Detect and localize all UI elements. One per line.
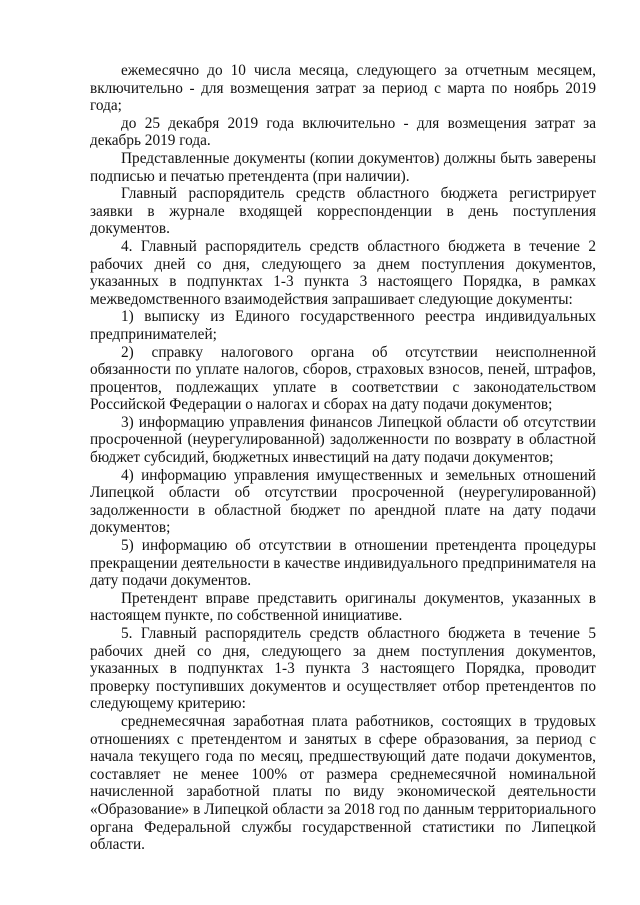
paragraph-certification: Представленные документы (копии документов) должны быть заверены подписью и печатью претендента (при наличии). <box>90 149 596 185</box>
paragraph-registration: Главный распорядитель средств областного бюджета регистрирует заявки в журнале входящей корреспонденции в день поступления документов. <box>90 185 596 238</box>
paragraph-clause-4: 4. Главный распорядитель средств областного бюджета в течение 2 рабочих дней со дня, следующего за днем поступления документов, указанных в подпунктах 1-3 пункта 3 настоящего Порядка, в рамках межведомственного взаимодействия запрашивает следующие документы: <box>90 237 596 308</box>
paragraph-criterion: среднемесячная заработная плата работников, состоящих в трудовых отношениях с претендентом и занятых в сфере образования, за период с начала текущего года по месяц, предшествующий дате подачи документов, составляет не менее 100% от размера среднемесячной номинальной начисленной заработной платы по виду экономической деятельности «Образование» в Липецкой области за 2018 год по данным территориального органа Федеральной службы государственной статистики по Липецкой области. <box>90 712 596 854</box>
paragraph-item-1: 1) выписку из Единого государственного реестра индивидуальных предпринимателей; <box>90 308 596 343</box>
paragraph-submission-december: до 25 декабря 2019 года включительно - для возмещения затрат за декабрь 2019 года. <box>90 114 596 150</box>
paragraph-item-5: 5) информацию об отсутствии в отношении претендента процедуры прекращении деятельности в качестве индивидуального предпринимателя на дату подачи документов. <box>90 537 596 590</box>
paragraph-submission-monthly: ежемесячно до 10 числа месяца, следующего за отчетным месяцем, включительно - для возмещения затрат за период с марта по ноябрь 2019 года; <box>90 62 596 115</box>
paragraph-item-2: 2) справку налогового органа об отсутствии неисполненной обязанности по уплате налогов, сборов, страховых взносов, пеней, штрафов, процентов, подлежащих уплате в соответствии с законодательством Российской Федерации о налогах и сборах на дату подачи документов; <box>90 343 596 414</box>
paragraph-item-3: 3) информацию управления финансов Липецкой области об отсутствии просроченной (неурегулированной) задолженности по возврату в областной бюджет субсидий, бюджетных инвестиций на дату подачи документов; <box>90 413 596 467</box>
paragraph-clause-5: 5. Главный распорядитель средств областного бюджета в течение 5 рабочих дней со дня, следующего за днем поступления документов, указанных в подпунктах 1-3 пункта 3 настоящего Порядка, проводит проверку поступивших документов и осуществляет отбор претендентов по следующему критерию: <box>90 625 596 713</box>
paragraph-originals: Претендент вправе представить оригиналы документов, указанных в настоящем пункте, по собственной инициативе. <box>90 589 596 625</box>
document-page <box>90 62 596 854</box>
paragraph-item-4: 4) информацию управления имущественных и земельных отношений Липецкой области об отсутствии просроченной (неурегулированной) задолженности в областной бюджет по арендной плате на дату подачи документов; <box>90 466 596 537</box>
